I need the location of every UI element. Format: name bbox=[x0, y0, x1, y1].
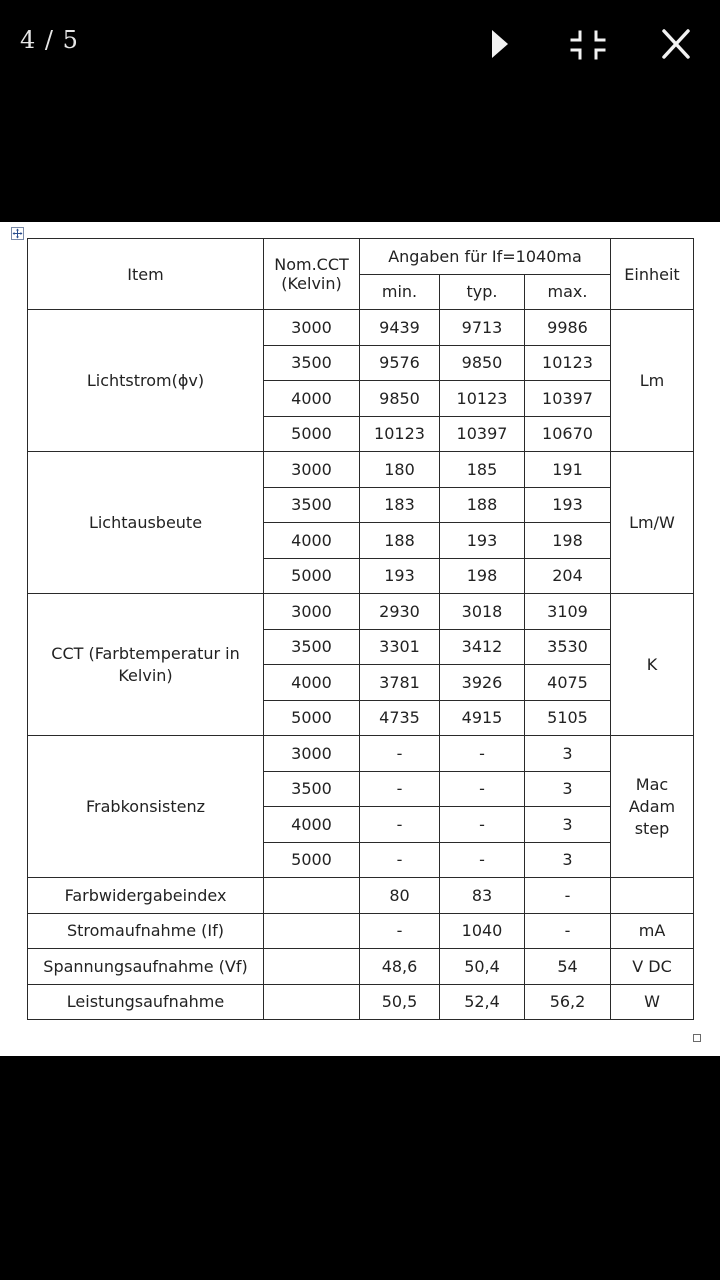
cct-cell: 4000 bbox=[264, 523, 360, 559]
max-cell: 3 bbox=[525, 842, 611, 878]
max-cell: 56,2 bbox=[525, 984, 611, 1020]
header-typ: typ. bbox=[440, 274, 525, 310]
play-icon bbox=[478, 22, 522, 66]
cct-cell: 4000 bbox=[264, 381, 360, 417]
min-cell: 9576 bbox=[360, 345, 440, 381]
typ-cell: - bbox=[440, 807, 525, 843]
typ-cell: 3018 bbox=[440, 594, 525, 630]
item-cell: Leistungsaufnahme bbox=[28, 984, 264, 1020]
header-angaben: Angaben für If=1040ma bbox=[360, 239, 611, 275]
min-cell: 193 bbox=[360, 558, 440, 594]
max-cell: 3530 bbox=[525, 629, 611, 665]
cct-cell: 3500 bbox=[264, 771, 360, 807]
unit-cell: Lm/W bbox=[611, 452, 694, 594]
min-cell: 3781 bbox=[360, 665, 440, 701]
typ-cell: 3926 bbox=[440, 665, 525, 701]
item-cell: CCT (Farbtemperatur in Kelvin) bbox=[28, 594, 264, 736]
max-cell: 193 bbox=[525, 487, 611, 523]
page-counter: 4 / 5 bbox=[20, 26, 79, 54]
cct-cell: 3000 bbox=[264, 452, 360, 488]
typ-cell: 198 bbox=[440, 558, 525, 594]
move-icon bbox=[11, 227, 24, 240]
max-cell: 191 bbox=[525, 452, 611, 488]
typ-cell: - bbox=[440, 736, 525, 772]
table-row bbox=[28, 594, 694, 630]
table-header-row bbox=[28, 239, 694, 275]
cct-cell: 5000 bbox=[264, 700, 360, 736]
cct-cell: 3000 bbox=[264, 594, 360, 630]
max-cell: 204 bbox=[525, 558, 611, 594]
min-cell: - bbox=[360, 807, 440, 843]
unit-cell: Mac Adam step bbox=[611, 736, 694, 878]
min-cell: 180 bbox=[360, 452, 440, 488]
min-cell: 2930 bbox=[360, 594, 440, 630]
max-cell: 3 bbox=[525, 771, 611, 807]
table-move-handle[interactable] bbox=[11, 225, 24, 238]
table-row bbox=[28, 913, 694, 949]
document-page bbox=[0, 222, 720, 1056]
cct-cell: 3000 bbox=[264, 736, 360, 772]
cct-cell: 5000 bbox=[264, 842, 360, 878]
table-row bbox=[28, 452, 694, 488]
close-button[interactable] bbox=[654, 22, 698, 66]
typ-cell: 4915 bbox=[440, 700, 525, 736]
typ-cell: 83 bbox=[440, 878, 525, 914]
table-row bbox=[28, 949, 694, 985]
typ-cell: 10123 bbox=[440, 381, 525, 417]
max-cell: 10670 bbox=[525, 416, 611, 452]
min-cell: 188 bbox=[360, 523, 440, 559]
item-cell: Lichtausbeute bbox=[28, 452, 264, 594]
cct-cell: 3500 bbox=[264, 629, 360, 665]
unit-cell bbox=[611, 878, 694, 914]
max-cell: 3 bbox=[525, 807, 611, 843]
min-cell: 10123 bbox=[360, 416, 440, 452]
typ-cell: - bbox=[440, 842, 525, 878]
min-cell: 3301 bbox=[360, 629, 440, 665]
min-cell: - bbox=[360, 842, 440, 878]
table-resize-handle[interactable] bbox=[693, 1034, 701, 1042]
item-cell: Frabkonsistenz bbox=[28, 736, 264, 878]
typ-cell: 188 bbox=[440, 487, 525, 523]
max-cell: 3 bbox=[525, 736, 611, 772]
typ-cell: 10397 bbox=[440, 416, 525, 452]
exit-fullscreen-icon bbox=[566, 22, 610, 66]
min-cell: 183 bbox=[360, 487, 440, 523]
cct-cell: 5000 bbox=[264, 558, 360, 594]
header-item: Item bbox=[28, 239, 264, 310]
item-cell: Lichtstrom(ϕv) bbox=[28, 310, 264, 452]
cct-cell bbox=[264, 984, 360, 1020]
unit-cell: mA bbox=[611, 913, 694, 949]
table-row bbox=[28, 310, 694, 346]
table-row bbox=[28, 984, 694, 1020]
close-icon bbox=[654, 22, 698, 66]
cct-cell: 3500 bbox=[264, 345, 360, 381]
max-cell: 4075 bbox=[525, 665, 611, 701]
typ-cell: 9713 bbox=[440, 310, 525, 346]
header-max: max. bbox=[525, 274, 611, 310]
min-cell: 50,5 bbox=[360, 984, 440, 1020]
max-cell: 9986 bbox=[525, 310, 611, 346]
min-cell: - bbox=[360, 736, 440, 772]
typ-cell: - bbox=[440, 771, 525, 807]
viewer-toolbar bbox=[0, 0, 720, 90]
max-cell: - bbox=[525, 878, 611, 914]
cct-cell bbox=[264, 949, 360, 985]
cct-cell: 3000 bbox=[264, 310, 360, 346]
max-cell: 54 bbox=[525, 949, 611, 985]
item-cell: Spannungsaufnahme (Vf) bbox=[28, 949, 264, 985]
cct-cell bbox=[264, 878, 360, 914]
typ-cell: 193 bbox=[440, 523, 525, 559]
typ-cell: 52,4 bbox=[440, 984, 525, 1020]
table-row bbox=[28, 736, 694, 772]
unit-cell: K bbox=[611, 594, 694, 736]
cct-cell: 5000 bbox=[264, 416, 360, 452]
max-cell: 198 bbox=[525, 523, 611, 559]
cct-cell: 3500 bbox=[264, 487, 360, 523]
typ-cell: 50,4 bbox=[440, 949, 525, 985]
typ-cell: 185 bbox=[440, 452, 525, 488]
header-einheit: Einheit bbox=[611, 239, 694, 310]
typ-cell: 1040 bbox=[440, 913, 525, 949]
cct-cell: 4000 bbox=[264, 665, 360, 701]
min-cell: - bbox=[360, 771, 440, 807]
max-cell: 5105 bbox=[525, 700, 611, 736]
min-cell: 80 bbox=[360, 878, 440, 914]
play-slideshow-button[interactable] bbox=[478, 22, 522, 66]
item-cell: Stromaufnahme (If) bbox=[28, 913, 264, 949]
exit-fullscreen-button[interactable] bbox=[566, 22, 610, 66]
table-row bbox=[28, 878, 694, 914]
min-cell: 4735 bbox=[360, 700, 440, 736]
max-cell: - bbox=[525, 913, 611, 949]
max-cell: 10397 bbox=[525, 381, 611, 417]
specification-table bbox=[27, 238, 694, 1020]
cct-cell bbox=[264, 913, 360, 949]
header-min: min. bbox=[360, 274, 440, 310]
item-cell: Farbwidergabeindex bbox=[28, 878, 264, 914]
min-cell: 9439 bbox=[360, 310, 440, 346]
min-cell: 48,6 bbox=[360, 949, 440, 985]
min-cell: - bbox=[360, 913, 440, 949]
typ-cell: 3412 bbox=[440, 629, 525, 665]
unit-cell: W bbox=[611, 984, 694, 1020]
unit-cell: V DC bbox=[611, 949, 694, 985]
min-cell: 9850 bbox=[360, 381, 440, 417]
unit-cell: Lm bbox=[611, 310, 694, 452]
typ-cell: 9850 bbox=[440, 345, 525, 381]
header-nom-cct: Nom.CCT (Kelvin) bbox=[264, 239, 360, 310]
cct-cell: 4000 bbox=[264, 807, 360, 843]
max-cell: 10123 bbox=[525, 345, 611, 381]
max-cell: 3109 bbox=[525, 594, 611, 630]
